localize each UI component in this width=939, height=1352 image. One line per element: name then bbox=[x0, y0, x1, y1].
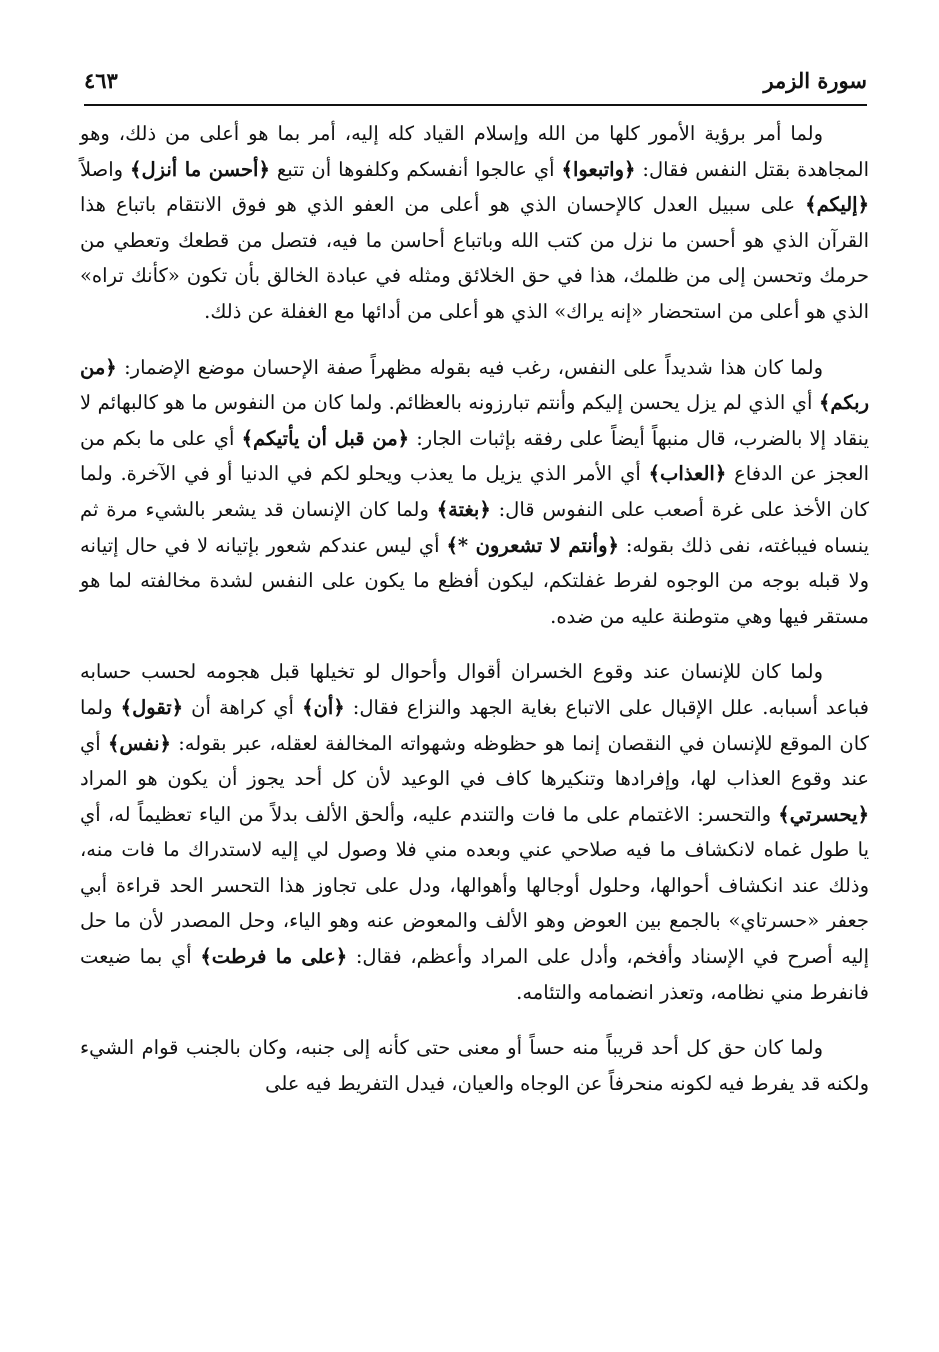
commentary-text: أي الذي لم يزل يحسن إليكم وأنتم تبارزونه بالعظائم. ولما كان من النفوس ما هو كالبهائم لا ينقاد إلا بالضرب، قال منبهاً أيضاً على رفقه بإثبات الجار: bbox=[80, 391, 869, 450]
quran-quote: ﴿تقول﴾ bbox=[120, 695, 184, 719]
quran-quote: ﴿أحسن ما أنزل﴾ bbox=[130, 157, 270, 181]
quran-quote: ﴿على ما فرطت﴾ bbox=[200, 945, 348, 969]
commentary-text: ولما كان الإنسان قد يشعر بالشيء مرة ثم ينساه فيباغته، نفى ذلك بقوله: bbox=[80, 497, 870, 557]
commentary-text: ولما كان حق كل أحد قريباً منه حساً أو معنى حتى كأنه إلى جنبه، وكان بالجنب قوام الشيء ولكنه قد يفرط فيه لكونه منحرفاً عن الوجاه والعيان، فيدل التفريط فيه على bbox=[80, 1036, 869, 1095]
commentary-text: ولما كان للإنسان عند وقوع الخسران أقوال وأحوال لو تخيلها قبل هجومه لحسب حسابه فباعد أسبابه. علل الإقبال على الاتباع بغاية الجهد والنزاع فقال: bbox=[80, 660, 869, 719]
paragraph bbox=[80, 654, 869, 1010]
paragraph bbox=[80, 116, 869, 330]
commentary-text: أي عند وقوع العذاب لها، وإفرادها وتنكيرها كاف في الوعيد لأن كل أحد يجوز أن يكون هو المراد bbox=[80, 731, 869, 791]
paragraph bbox=[80, 1030, 869, 1101]
quran-quote: ﴿من ربكم﴾ bbox=[80, 355, 869, 415]
commentary-text: واصلاً bbox=[80, 157, 131, 181]
commentary-text: أي بما ضيعت فانفرط مني نظامه، وتعذر انضمامه والتئامه. bbox=[80, 945, 869, 1004]
quran-quote: ﴿وأنتم لا تشعرون *﴾ bbox=[446, 533, 619, 557]
commentary-text: أي على ما بكم من العجز عن الدفاع bbox=[80, 426, 869, 486]
page-number: ٤٦٣ bbox=[84, 68, 118, 93]
quran-quote: ﴿أن﴾ bbox=[302, 695, 345, 719]
quran-quote: ﴿العذاب﴾ bbox=[648, 462, 727, 486]
quran-quote: ﴿إليكم﴾ bbox=[805, 193, 869, 217]
surah-title: سورة الزمر bbox=[763, 68, 867, 93]
quran-quote: ﴿بغتة﴾ bbox=[436, 497, 491, 521]
commentary-text: ولما أمر برؤية الأمور كلها من الله وإسلام القياد كله إليه، أمر بما هو أعلى من ذلك، وهو المجاهدة بقتل النفس فقال: bbox=[80, 122, 870, 181]
quran-quote: ﴿من قبل أن يأتيكم﴾ bbox=[241, 426, 410, 450]
commentary-text: أي كراهة أن bbox=[183, 695, 303, 719]
commentary-text: ولما كان الموقع للإنسان في النقصان إنما هو حظوظه وشهواته المخالفة لعقله، عبر بقوله: bbox=[80, 695, 869, 755]
header-rule bbox=[84, 104, 867, 106]
quran-quote: ﴿يحسرتي﴾ bbox=[778, 802, 869, 826]
body-text bbox=[80, 116, 869, 1101]
commentary-text: أي الأمر الذي يزيل ما يعذب ويحلو لكم في الدنيا أو في الآخرة. ولما كان الأخذ على غرة أصعب على النفوس قال: bbox=[80, 462, 869, 521]
commentary-text: والتحسر: الاغتمام على ما فات والتندم عليه، وألحق الألف بدلاً من الياء تعظيماً له، أي يا طول غماه لانكشاف ما فيه صلاحي عني وبعده مني فلا وصول لي إليه لاستدراك ما فات منه، وذلك عند انكشاف أحوالها، وحلول أوجالها وأهوالها، ودل على تجاوز هذا التحسر الحد قراءة أبي جعفر «حسرتاي» بالجمع بين العوض وهو الألف والمعوض عنه وهو الياء، وحل المصدر لأن ما حل إليه أصرح في الإسناد وأفخم، وأدل على المراد وأعظم، فقال: bbox=[80, 802, 869, 969]
commentary-text: أي عالجوا أنفسكم وكلفوها أن تتبع bbox=[269, 157, 562, 181]
quran-quote: ﴿واتبعوا﴾ bbox=[561, 157, 636, 181]
page-header bbox=[84, 66, 867, 102]
paragraph bbox=[80, 350, 869, 635]
commentary-text: على سبيل العدل كالإحسان الذي هو أعلى من العفو الذي هو فوق الانتقام باتباع هذا القرآن الذي هو أحسن ما نزل من كتب الله وباتباع أحاسن ما فيه، فتصل من قطعك وتعطي من حرمك وتحسن إلى من ظلمك، هذا في حق الخلائق ومثله في عبادة الخالق بأن تكون «كأنك تراه» الذي هو أعلى من استحضار «إنه يراك» الذي هو أعلى من أدائها مع الغفلة عن ذلك. bbox=[80, 193, 869, 323]
quran-quote: ﴿نفس﴾ bbox=[107, 731, 171, 755]
commentary-text: ولما كان هذا شديداً على النفس، رغب فيه بقوله مظهراً صفة الإحسان موضع الإضمار: bbox=[116, 355, 823, 379]
commentary-text: أي ليس عندكم شعور بإتيانه لا في حال إتيانه ولا قبله بوجه من الوجوه لفرط غفلتكم، ليكون أفظع ما يكون على النفس لشدة مخالفته لما هو مستقر فيها وهي متوطنة عليه من ضده. bbox=[80, 533, 869, 628]
